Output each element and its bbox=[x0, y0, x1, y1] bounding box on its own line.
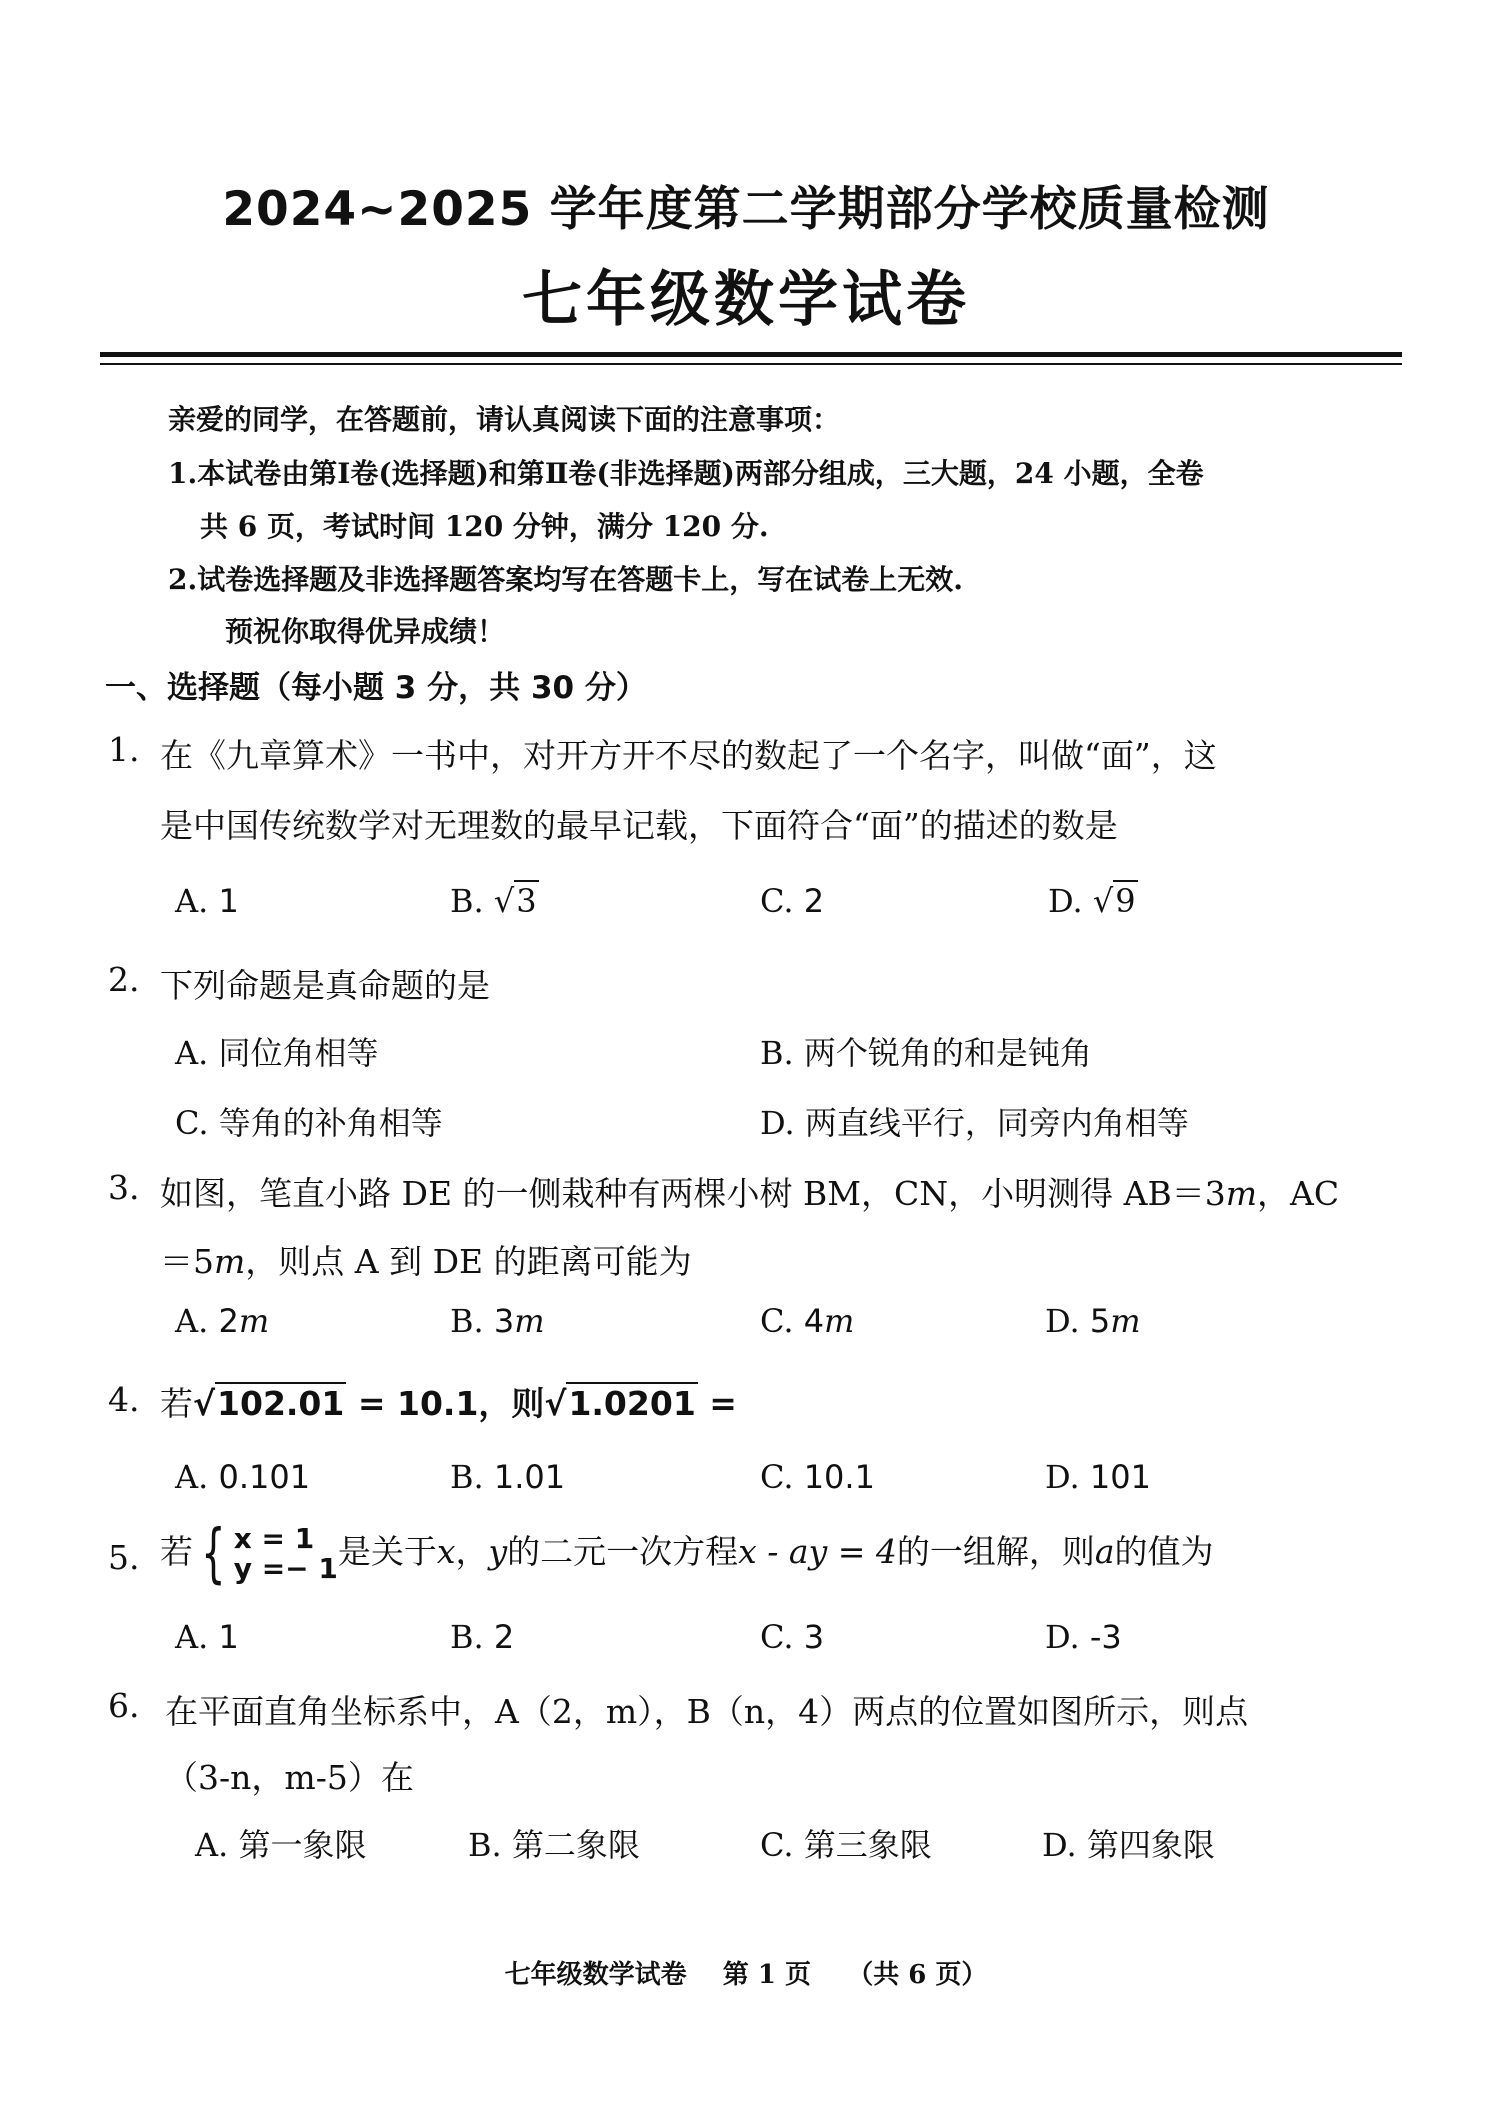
title-divider-thick bbox=[100, 352, 1402, 357]
option-label: C. bbox=[760, 1458, 794, 1496]
unit: m bbox=[1225, 1174, 1258, 1213]
question-2-option-a bbox=[175, 1028, 378, 1074]
question-5-option-d bbox=[1045, 1618, 1122, 1656]
question-2-option-b bbox=[760, 1028, 1092, 1074]
question-6-option-b bbox=[468, 1820, 640, 1866]
equation-system: { x = 1 y =− 1 bbox=[201, 1517, 338, 1591]
square-root: √102.01 bbox=[193, 1384, 345, 1423]
question-4-option-a bbox=[175, 1458, 310, 1496]
text-segment: 如图，笔直小路 DE 的一侧栽种有两棵小树 BM，CN，小明测得 AB＝3 bbox=[160, 1174, 1226, 1213]
question-2-text: 下列命题是真命题的是 bbox=[160, 966, 490, 1005]
option-value: 2 bbox=[218, 1302, 239, 1340]
radicand: 102.01 bbox=[217, 1384, 345, 1423]
option-value: 5 bbox=[1089, 1302, 1111, 1340]
section-heading-choice: 一、选择题（每小题 3 分，共 30 分） bbox=[105, 670, 647, 706]
option-value: 等角的补角相等 bbox=[218, 1104, 443, 1142]
option-value: 第二象限 bbox=[511, 1826, 640, 1864]
option-label: B. bbox=[450, 1458, 484, 1496]
option-value: 同位角相等 bbox=[218, 1034, 379, 1072]
question-number: 1. bbox=[108, 730, 140, 769]
option-label: D. bbox=[1048, 882, 1083, 920]
option-value: 101 bbox=[1089, 1458, 1151, 1496]
text-segment: 若 bbox=[160, 1532, 193, 1571]
option-value: 3 bbox=[803, 1618, 825, 1656]
text-segment: ＝5 bbox=[160, 1242, 214, 1281]
question-4-text bbox=[160, 1378, 737, 1425]
question-number: 6. bbox=[108, 1686, 140, 1725]
variable: x bbox=[436, 1532, 456, 1571]
option-label: D. bbox=[1045, 1618, 1080, 1656]
question-1-option-b bbox=[450, 882, 539, 920]
text-segment: 若 bbox=[160, 1384, 193, 1423]
unit: m bbox=[238, 1302, 270, 1340]
option-label: A. bbox=[175, 1302, 209, 1340]
option-label: C. bbox=[760, 1618, 794, 1656]
question-number: 4. bbox=[108, 1380, 140, 1419]
exam-subtitle: 七年级数学试卷 bbox=[522, 265, 970, 335]
question-2-option-d bbox=[760, 1098, 1189, 1144]
question-3-option-c bbox=[760, 1302, 854, 1340]
unit: m bbox=[1110, 1302, 1141, 1340]
question-1-option-a bbox=[175, 882, 239, 920]
option-label: A. bbox=[175, 1034, 209, 1072]
option-value: 第一象限 bbox=[238, 1826, 367, 1864]
page-footer: 七年级数学试卷 第 1 页 （共 6 页） bbox=[504, 1960, 988, 1990]
square-root: √1.0201 bbox=[544, 1384, 696, 1423]
radicand: 9 bbox=[1115, 882, 1136, 920]
question-4-option-b bbox=[450, 1458, 565, 1496]
option-label: A. bbox=[175, 1458, 209, 1496]
option-label: D. bbox=[760, 1104, 795, 1142]
radicand: 1.0201 bbox=[568, 1384, 696, 1423]
square-root: √3 bbox=[493, 882, 537, 920]
option-value: 两直线平行，同旁内角相等 bbox=[804, 1104, 1189, 1142]
option-value: 第三象限 bbox=[803, 1826, 932, 1864]
notice-item-1-line-1: 1.本试卷由第Ⅰ卷(选择题)和第Ⅱ卷(非选择题)两部分组成，三大题，24 小题，全卷 bbox=[168, 457, 1204, 490]
option-label: B. bbox=[450, 1302, 484, 1340]
question-2-option-c bbox=[175, 1098, 443, 1144]
option-value: -3 bbox=[1089, 1618, 1122, 1656]
text-segment: = bbox=[697, 1384, 737, 1423]
question-5-text bbox=[160, 1512, 1214, 1592]
option-value: 0.101 bbox=[218, 1458, 311, 1496]
text-segment: 的值为 bbox=[1114, 1532, 1214, 1571]
question-3-text-line-2 bbox=[160, 1236, 692, 1283]
option-label: D. bbox=[1045, 1302, 1080, 1340]
question-5-option-c bbox=[760, 1618, 824, 1656]
question-1-text-line-1: 在《九章算术》一书中，对开方开不尽的数起了一个名字，叫做“面”，这 bbox=[160, 736, 1217, 775]
option-value: 3 bbox=[493, 1302, 515, 1340]
unit: m bbox=[214, 1242, 246, 1281]
question-3-option-a bbox=[175, 1302, 269, 1340]
option-value: 两个锐角的和是钝角 bbox=[803, 1034, 1092, 1072]
option-label: B. bbox=[450, 1618, 484, 1656]
variable: y bbox=[488, 1532, 508, 1571]
unit: m bbox=[824, 1302, 855, 1340]
question-number: 5. bbox=[108, 1538, 140, 1577]
equation: x - ay = 4 bbox=[738, 1532, 897, 1571]
question-1-text-line-2: 是中国传统数学对无理数的最早记载，下面符合“面”的描述的数是 bbox=[160, 806, 1118, 845]
question-6-text-line-1: 在平面直角坐标系中，A（2，m），B（n，4）两点的位置如图所示，则点 bbox=[165, 1692, 1249, 1731]
text-segment: ， bbox=[455, 1532, 489, 1571]
text-segment: ，AC bbox=[1257, 1174, 1340, 1213]
option-label: C. bbox=[760, 1826, 794, 1864]
notice-intro: 亲爱的同学，在答题前，请认真阅读下面的注意事项： bbox=[168, 403, 841, 436]
question-6-option-c bbox=[760, 1820, 932, 1866]
option-value: 10.1 bbox=[803, 1458, 875, 1496]
option-label: B. bbox=[450, 882, 484, 920]
radicand: 3 bbox=[516, 882, 537, 920]
option-label: A. bbox=[175, 882, 209, 920]
option-value: 1 bbox=[218, 882, 239, 920]
question-4-option-c bbox=[760, 1458, 875, 1496]
option-value: 1 bbox=[218, 1618, 239, 1656]
question-number: 2. bbox=[108, 960, 140, 999]
question-1-option-c bbox=[760, 882, 824, 920]
question-6-text-line-2: （3-n，m-5）在 bbox=[165, 1758, 414, 1797]
question-6-option-d bbox=[1042, 1820, 1215, 1866]
notice-item-1-line-2: 共 6 页，考试时间 120 分钟，满分 120 分. bbox=[200, 510, 769, 543]
unit: m bbox=[514, 1302, 545, 1340]
option-label: A. bbox=[195, 1826, 229, 1864]
notice-item-2: 2.试卷选择题及非选择题答案均写在答题卡上，写在试卷上无效. bbox=[168, 563, 963, 596]
square-root: √9 bbox=[1092, 882, 1136, 920]
question-5-option-a bbox=[175, 1618, 239, 1656]
option-value: 2 bbox=[803, 882, 825, 920]
text-segment: ，则点 A 到 DE 的距离可能为 bbox=[245, 1242, 692, 1281]
exam-title: 2024~2025 学年度第二学期部分学校质量检测 bbox=[222, 182, 1270, 237]
question-number: 3. bbox=[108, 1168, 140, 1207]
option-value: 1.01 bbox=[493, 1458, 566, 1496]
text-segment: 是关于 bbox=[337, 1532, 437, 1571]
title-divider-thin bbox=[100, 363, 1402, 365]
option-label: C. bbox=[760, 1302, 794, 1340]
question-3-option-d bbox=[1045, 1302, 1141, 1340]
question-3-option-b bbox=[450, 1302, 545, 1340]
system-equation-1: x = 1 bbox=[233, 1522, 315, 1555]
text-segment: 的一组解，则 bbox=[896, 1532, 1095, 1571]
question-4-option-d bbox=[1045, 1458, 1151, 1496]
text-segment: 的二元一次方程 bbox=[507, 1532, 739, 1571]
question-5-option-b bbox=[450, 1618, 514, 1656]
text-segment: = 10.1，则 bbox=[346, 1384, 545, 1423]
option-label: D. bbox=[1042, 1826, 1077, 1864]
question-6-option-a bbox=[195, 1820, 366, 1866]
variable: a bbox=[1094, 1532, 1115, 1571]
option-label: C. bbox=[760, 882, 794, 920]
option-label: D. bbox=[1045, 1458, 1080, 1496]
option-value: 4 bbox=[803, 1302, 825, 1340]
option-label: B. bbox=[468, 1826, 502, 1864]
question-3-text-line-1 bbox=[160, 1168, 1339, 1215]
option-value: 2 bbox=[493, 1618, 515, 1656]
option-label: C. bbox=[175, 1104, 209, 1142]
option-label: A. bbox=[175, 1618, 209, 1656]
system-equation-2: y =− 1 bbox=[233, 1552, 338, 1585]
question-1-option-d bbox=[1048, 882, 1138, 920]
option-label: B. bbox=[760, 1034, 794, 1072]
notice-wish: 预祝你取得优异成绩！ bbox=[225, 615, 506, 648]
option-value: 第四象限 bbox=[1086, 1826, 1215, 1864]
